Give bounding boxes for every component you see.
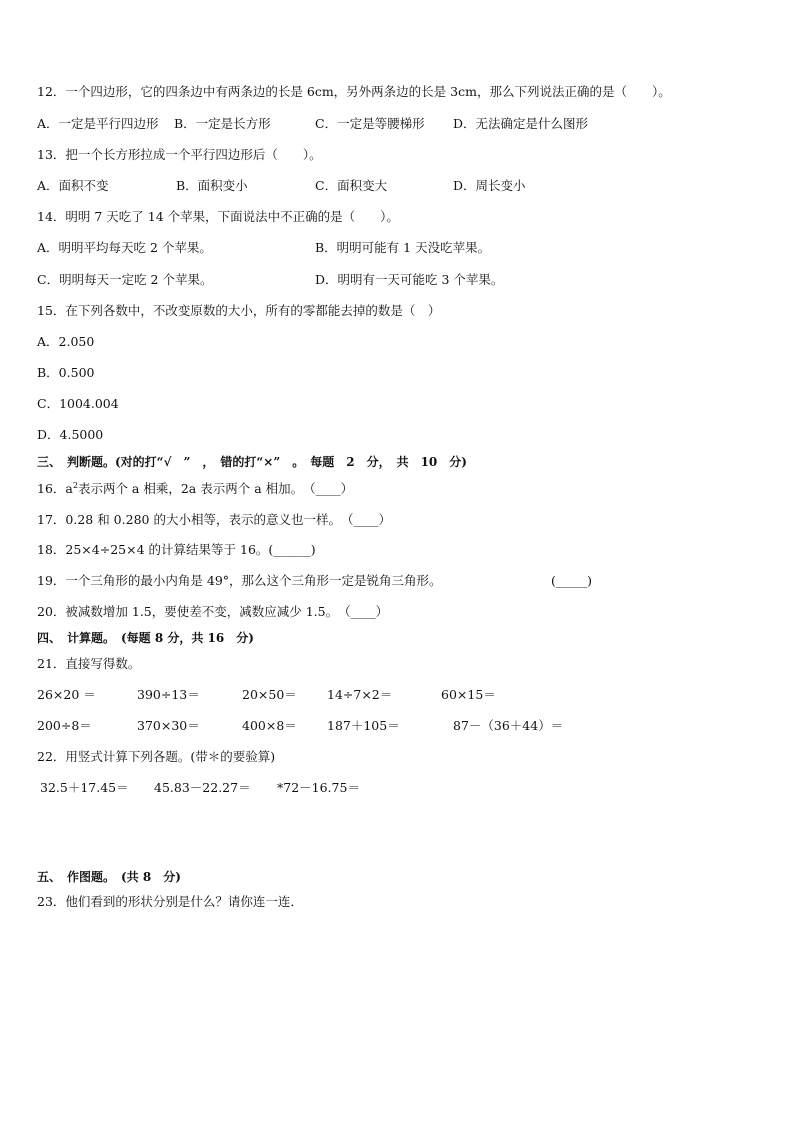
q19-text: 19．一个三角形的最小内角是 49°，那么这个三角形一定是锐角三角形。 [37,573,442,588]
q12-stem: 12．一个四边形，它的四条边中有两条边的长是 6cm，另外两条边的长是 3cm，那么下列说法正确的是（ ）。 [37,84,671,99]
q15-option-d[interactable]: D．4.5000 [37,427,104,442]
q14-option-c[interactable]: C．明明每天一定吃 2 个苹果。 [37,272,213,287]
q15-option-a[interactable]: A．2.050 [37,334,95,349]
q16-text [37,481,353,497]
q21-item: 26×20 ＝ [37,687,96,702]
q12-option-d[interactable]: D．无法确定是什么图形 [453,116,589,131]
q16-pre: 16．a [37,481,73,496]
q15-stem: 15．在下列各数中，不改变原数的大小，所有的零都能去掉的数是（ ） [37,303,441,318]
q21-item: 200÷8＝ [37,718,92,733]
q14-stem: 14．明明 7 天吃了 14 个苹果，下面说法中不正确的是（ ）。 [37,209,399,224]
q22-item: 32.5＋17.45＝ [40,780,129,795]
q13-option-b[interactable]: B．面积变小 [176,178,248,193]
q13-stem: 13．把一个长方形拉成一个平行四边形后（ ）。 [37,147,322,162]
q22-item: 45.83－22.27＝ [154,780,251,795]
q12-option-a[interactable]: A．一定是平行四边形 [37,116,159,131]
q13-option-d[interactable]: D．周长变小 [453,178,526,193]
q16-post: 表示两个 a 相乘，2a 表示两个 a 相加。 （____） [77,481,354,496]
q12-option-b[interactable]: B．一定是长方形 [174,116,271,131]
q13-option-c[interactable]: C．面积变大 [315,178,388,193]
q21-item: 400×8＝ [242,718,297,733]
q18-text: 18．25×4÷25×4 的计算结果等于 16。(______) [37,542,316,557]
q21-item: 87－（36＋44）＝ [453,718,564,733]
q19-answer-blank[interactable]: (_____) [551,573,593,588]
section-4-heading: 四、 计算题。 (每题 8 分，共 16 分) [37,631,254,645]
q14-option-d[interactable]: D．明明有一天可能吃 3 个苹果。 [315,272,504,287]
q21-stem: 21．直接写得数。 [37,656,141,671]
q21-item: 187＋105＝ [327,718,400,733]
q20-text: 20．被减数增加 1.5，要使差不变，减数应减少 1.5。 （____） [37,604,389,619]
q21-item: 20×50＝ [242,687,297,702]
q14-option-b[interactable]: B．明明可能有 1 天没吃苹果。 [315,240,491,255]
q14-option-a[interactable]: A．明明平均每天吃 2 个苹果。 [37,240,212,255]
q23-stem: 23．他们看到的形状分别是什么？请你连一连． [37,894,303,909]
q12-option-c[interactable]: C．一定是等腰梯形 [315,116,425,131]
q21-item: 390÷13＝ [137,687,200,702]
q21-item: 14÷7×2＝ [327,687,393,702]
q21-item: 370×30＝ [137,718,200,733]
q22-stem: 22．用竖式计算下列各题。(带＊的要验算) [37,749,276,764]
q15-option-b[interactable]: B．0.500 [37,365,95,380]
q16-superscript: 2 [72,481,78,490]
q21-item: 60×15＝ [441,687,496,702]
q22-item: *72－16.75＝ [277,780,360,795]
section-3-heading: 三、 判断题。(对的打“√ ” ， 错的打“×” 。 每题 2 分， 共 10 分) [37,455,467,469]
q13-option-a[interactable]: A．面积不变 [37,178,109,193]
q15-option-c[interactable]: C．1004.004 [37,396,119,411]
section-5-heading: 五、 作图题。 (共 8 分) [37,870,181,884]
q17-text: 17．0.28 和 0.280 的大小相等，表示的意义也一样。 （____） [37,512,391,527]
